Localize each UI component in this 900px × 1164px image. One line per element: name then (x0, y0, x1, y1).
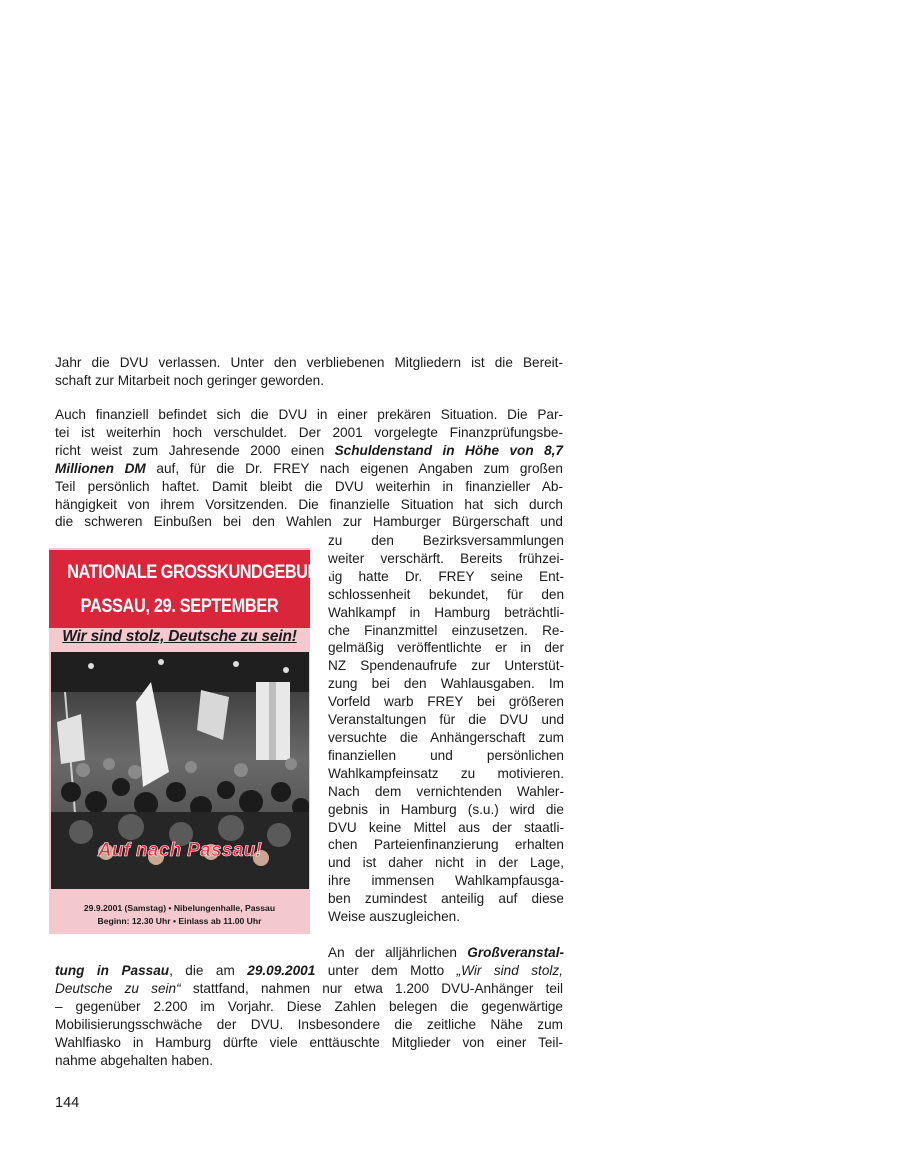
text-line: weiter verschärft. Bereits frühzei- (328, 550, 564, 566)
text-line: tei ist weiterhin hoch verschuldet. Der 2001 vorgelegte Finanzprüfungsbe- (55, 424, 563, 440)
quote: „Wir sind stolz, (456, 963, 563, 978)
text-line: che Finanzmittel einzusetzen. Re- (328, 622, 564, 638)
text-line: zung bei den Wahlausgaben. Im (328, 676, 564, 692)
poster-headline: NATIONALE GROSSKUNDGEBUNG (67, 562, 331, 583)
text-line: Veranstaltungen für die DVU und (328, 712, 564, 728)
text-line: DVU keine Mittel aus der staatli- (328, 819, 564, 835)
emphasis: Schuldenstand in Höhe von 8,7 (334, 442, 563, 458)
text-line: Wahlfiasko in Hamburg dürfte viele enttäuschte Mitglieder von einer Teil- (55, 1034, 563, 1050)
emphasis: Großveranstal- (467, 945, 564, 960)
text-line: Jahr die DVU verlassen. Unter den verbliebenen Mitgliedern ist die Bereit- (55, 355, 563, 370)
page-number: 144 (55, 1095, 80, 1111)
text-line: schaft zur Mitarbeit noch geringer geworden. (55, 372, 324, 388)
emphasis: tung in Passau (55, 963, 170, 978)
text-line: NZ Spendenaufrufe zur Unterstüt- (328, 658, 564, 674)
paragraph-2-column (328, 532, 564, 926)
text-line: – gegenüber 2.200 im Vorjahr. Diese Zahlen belegen die gegenwärtige (55, 998, 563, 1014)
text-line: An der alljährlichen Großveranstal- (328, 945, 564, 960)
paragraph-1 (55, 354, 563, 390)
text-line: die schweren Einbußen bei den Wahlen zur Hamburger Bürgerschaft und (55, 514, 563, 530)
poster-headline-banner (49, 550, 331, 628)
text-line: nahme abgehalten haben. (55, 1052, 213, 1068)
text-line: gebnis in Hamburg (s.u.) wird die (328, 801, 564, 817)
poster-event-times: Beginn: 12.30 Uhr • Einlass ab 11.00 Uhr (97, 916, 262, 926)
emphasis: Millionen DM (55, 460, 146, 476)
text-line: Teil persönlich haftet. Damit bleibt die DVU weiterhin in finanzieller Ab- (55, 478, 563, 494)
paragraph-3 (55, 962, 563, 1069)
poster-event-details: 29.9.2001 (Samstag) • Nibelungenhalle, Passau (83, 903, 276, 913)
text-line: Deutsche zu sein“ stattfand, nahmen nur etwa 1.200 DVU-Anhänger teil (55, 980, 563, 996)
text-line: Millionen DM auf, für die Dr. FREY nach eigenen Angaben zum großen (55, 460, 563, 476)
text-line: Vorfeld warb FREY bei größeren (328, 694, 564, 710)
text-line: Wahlkampf in Hamburg beträchtli- (328, 604, 564, 620)
text-line: richt weist zum Jahresende 2000 einen Schuldenstand in Höhe von 8,7 (55, 442, 563, 458)
text-line: tung in Passau, die am 29.09.2001 unter dem Motto „Wir sind stolz, (55, 963, 563, 978)
text-line: tig hatte Dr. FREY seine Ent- (328, 568, 564, 584)
poster-tagline: Wir sind stolz, Deutsche zu sein! (62, 628, 297, 645)
text-line: hängigkeit von ihrem Vorsitzenden. Die finanzielle Situation hat sich durch (55, 496, 563, 512)
crowd-photo (51, 652, 309, 889)
text-line: chen Parteienfinanzierung erhalten (328, 837, 564, 853)
text-line: finanziellen und persönlichen (328, 747, 564, 763)
quote: Deutsche zu sein“ (55, 980, 181, 996)
poster-slogan: Auf nach Passau! (97, 840, 263, 861)
text-line: schlossenheit bekundet, für den (328, 586, 564, 602)
text-line: zu den Bezirksversammlungen (328, 533, 564, 548)
paragraph-3-start (328, 944, 564, 962)
rally-poster-image (49, 548, 331, 934)
text-line: versuchte die Anhängerschaft zum (328, 729, 564, 745)
paragraph-2 (55, 406, 563, 531)
text-line: Weise auszugleichen. (328, 909, 460, 925)
text-line: gelmäßig veröffentlichte er in der (328, 640, 564, 656)
poster-date-headline: PASSAU, 29. SEPTEMBER (80, 596, 279, 617)
text-line: Wahlkampfeinsatz zu motivieren. (328, 765, 564, 781)
text-line: und ist daher nicht in der Lage, (328, 855, 564, 871)
text-line: Mobilisierungsschwäche der DVU. Insbesondere die zeitliche Nähe zum (55, 1016, 563, 1032)
text-line: ben zumindest anteilig auf diese (328, 891, 564, 907)
text-line: Auch finanziell befindet sich die DVU in einer prekären Situation. Die Par- (55, 407, 563, 422)
emphasis: 29.09.2001 (247, 963, 316, 978)
text-line: ihre immensen Wahlkampfausga- (328, 873, 564, 889)
text-line: Nach dem vernichtenden Wahler- (328, 783, 564, 799)
